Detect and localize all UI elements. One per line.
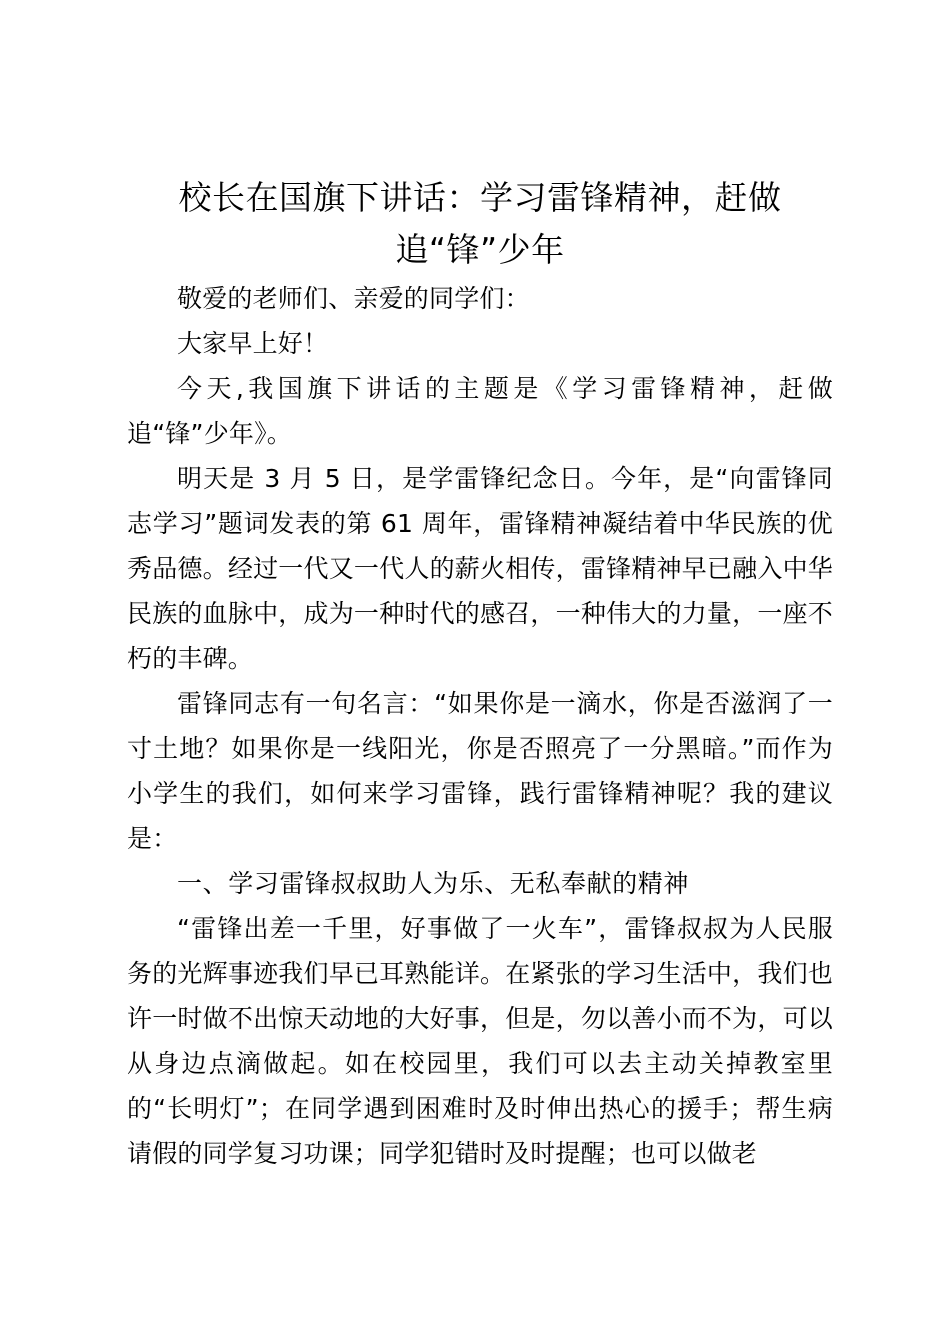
document-title: 校长在国旗下讲话：学习雷锋精神，赶做追“锋”少年 xyxy=(178,178,782,269)
greeting: 大家早上好！ xyxy=(177,329,329,358)
paragraph-section-1: “雷锋出差一千里，好事做了一火车”，雷锋叔叔为人民服务的光辉事迹我们早已耳熟能详。在紧张的学习生活中，我们也许一时做不出惊天动地的大好事，但是，勿以善小而不为，可以从身边点滴做起。如在校园里，我们可以去主动关掉教室里的“长明灯”；在同学遇到困难时及时伸出热心的援手；帮生病请假的同学复习功课；同学犯错时及时提醒；也可以做老 xyxy=(127,914,833,1168)
paragraph-topic: 今天,我国旗下讲话的主题是《学习雷锋精神，赶做追“锋”少年》。 xyxy=(127,374,833,448)
section-heading-1: 一、学习雷锋叔叔助人为乐、无私奉献的精神 xyxy=(177,869,690,898)
paragraph-quote: 雷锋同志有一句名言：“如果你是一滴水，你是否滋润了一寸土地？如果你是一线阳光，你是否照亮了一分黑暗。”而作为小学生的我们，如何来学习雷锋，践行雷锋精神呢？我的建议是： xyxy=(127,689,833,853)
paragraph-anniversary: 明天是 3 月 5 日，是学雷锋纪念日。今年，是“向雷锋同志学习”题词发表的第 61 周年，雷锋精神凝结着中华民族的优秀品德。经过一代又一代人的薪火相传，雷锋精神早已融入中华民族的血脉中，成为一种时代的感召，一种伟大的力量，一座不朽的丰碑。 xyxy=(127,464,833,673)
salutation: 敬爱的老师们、亲爱的同学们： xyxy=(177,284,530,313)
document-body xyxy=(127,276,833,1176)
